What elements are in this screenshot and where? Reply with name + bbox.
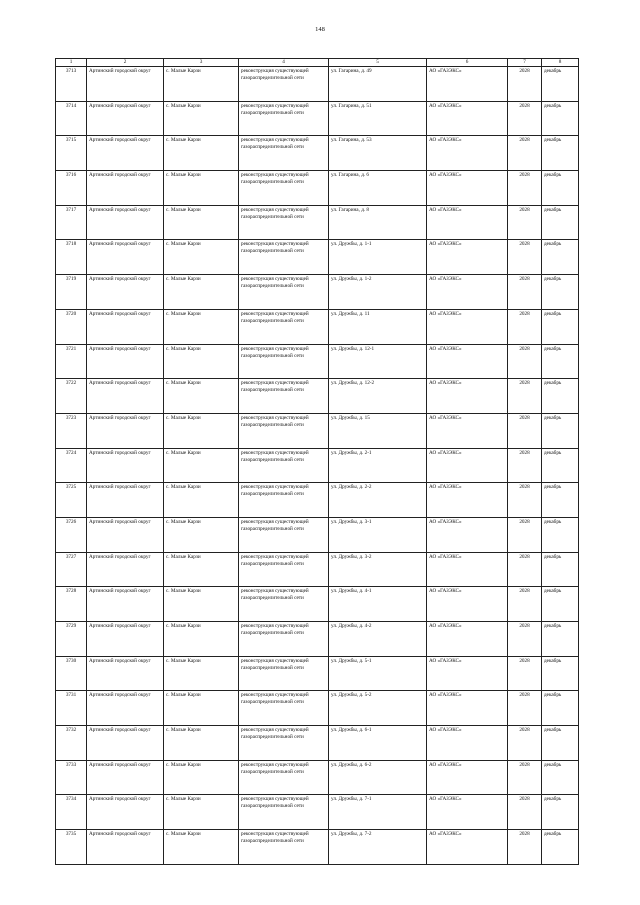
settlement-cell: с. Малые Карзи — [164, 448, 239, 483]
row-number: 3731 — [56, 691, 87, 726]
month-cell: декабрь — [542, 587, 579, 622]
month-cell: декабрь — [542, 656, 579, 691]
settlement-cell: с. Малые Карзи — [164, 552, 239, 587]
month-cell: декабрь — [542, 517, 579, 552]
col-header-8: 8 — [542, 59, 579, 67]
table-row — [56, 483, 579, 518]
table-row — [56, 309, 579, 344]
district-cell: Артинский городской округ — [87, 830, 164, 865]
table-row — [56, 136, 579, 171]
year-cell: 2028 — [508, 205, 542, 240]
district-cell: Артинский городской округ — [87, 656, 164, 691]
row-number: 3717 — [56, 205, 87, 240]
work-type-cell: реконструкция существующей газораспределительной сети — [239, 587, 329, 622]
work-type-cell: реконструкция существующей газораспределительной сети — [239, 101, 329, 136]
row-number: 3735 — [56, 830, 87, 865]
settlement-cell: с. Малые Карзи — [164, 344, 239, 379]
table-row — [56, 517, 579, 552]
col-header-6: 6 — [427, 59, 508, 67]
row-number: 3714 — [56, 101, 87, 136]
year-cell: 2028 — [508, 587, 542, 622]
work-type-cell: реконструкция существующей газораспределительной сети — [239, 483, 329, 518]
address-cell: ул. Дружбы, д. 6-1 — [329, 726, 427, 761]
year-cell: 2028 — [508, 622, 542, 657]
row-number: 3733 — [56, 760, 87, 795]
settlement-cell: с. Малые Карзи — [164, 240, 239, 275]
year-cell: 2028 — [508, 309, 542, 344]
work-type-cell: реконструкция существующей газораспределительной сети — [239, 656, 329, 691]
col-header-3: 3 — [164, 59, 239, 67]
district-cell: Артинский городской округ — [87, 483, 164, 518]
district-cell: Артинский городской округ — [87, 344, 164, 379]
work-type-cell: реконструкция существующей газораспределительной сети — [239, 760, 329, 795]
year-cell: 2028 — [508, 136, 542, 171]
district-cell: Артинский городской округ — [87, 760, 164, 795]
district-cell: Артинский городской округ — [87, 552, 164, 587]
district-cell: Артинский городской округ — [87, 309, 164, 344]
organization-cell: АО «ГАЗЭКС» — [427, 205, 508, 240]
settlement-cell: с. Малые Карзи — [164, 101, 239, 136]
table-row — [56, 587, 579, 622]
table-row — [56, 101, 579, 136]
row-number: 3722 — [56, 379, 87, 414]
month-cell: декабрь — [542, 344, 579, 379]
month-cell: декабрь — [542, 622, 579, 657]
address-cell: ул. Гагарина, д. 8 — [329, 205, 427, 240]
year-cell: 2028 — [508, 240, 542, 275]
month-cell: декабрь — [542, 67, 579, 102]
year-cell: 2028 — [508, 760, 542, 795]
settlement-cell: с. Малые Карзи — [164, 309, 239, 344]
settlement-cell: с. Малые Карзи — [164, 67, 239, 102]
work-type-cell: реконструкция существующей газораспределительной сети — [239, 448, 329, 483]
month-cell: декабрь — [542, 760, 579, 795]
table-row — [56, 205, 579, 240]
settlement-cell: с. Малые Карзи — [164, 483, 239, 518]
settlement-cell: с. Малые Карзи — [164, 622, 239, 657]
settlement-cell: с. Малые Карзи — [164, 691, 239, 726]
organization-cell: АО «ГАЗЭКС» — [427, 622, 508, 657]
organization-cell: АО «ГАЗЭКС» — [427, 483, 508, 518]
year-cell: 2028 — [508, 691, 542, 726]
organization-cell: АО «ГАЗЭКС» — [427, 67, 508, 102]
row-number: 3728 — [56, 587, 87, 622]
district-cell: Артинский городской округ — [87, 517, 164, 552]
organization-cell: АО «ГАЗЭКС» — [427, 309, 508, 344]
month-cell: декабрь — [542, 136, 579, 171]
row-number: 3727 — [56, 552, 87, 587]
col-header-5: 5 — [329, 59, 427, 67]
row-number: 3729 — [56, 622, 87, 657]
row-number: 3725 — [56, 483, 87, 518]
address-cell: ул. Гагарина, д. 49 — [329, 67, 427, 102]
organization-cell: АО «ГАЗЭКС» — [427, 413, 508, 448]
work-type-cell: реконструкция существующей газораспределительной сети — [239, 622, 329, 657]
settlement-cell: с. Малые Карзи — [164, 795, 239, 830]
row-number: 3716 — [56, 171, 87, 206]
month-cell: декабрь — [542, 171, 579, 206]
address-cell: ул. Дружбы, д. 1-1 — [329, 240, 427, 275]
address-cell: ул. Дружбы, д. 7-2 — [329, 830, 427, 865]
row-number: 3713 — [56, 67, 87, 102]
table-row — [56, 67, 579, 102]
settlement-cell: с. Малые Карзи — [164, 171, 239, 206]
address-cell: ул. Дружбы, д. 1-2 — [329, 275, 427, 310]
district-cell: Артинский городской округ — [87, 587, 164, 622]
row-number: 3724 — [56, 448, 87, 483]
row-number: 3721 — [56, 344, 87, 379]
table-row — [56, 760, 579, 795]
month-cell: декабрь — [542, 413, 579, 448]
address-cell: ул. Дружбы, д. 7-1 — [329, 795, 427, 830]
organization-cell: АО «ГАЗЭКС» — [427, 830, 508, 865]
table-row — [56, 275, 579, 310]
organization-cell: АО «ГАЗЭКС» — [427, 552, 508, 587]
organization-cell: АО «ГАЗЭКС» — [427, 726, 508, 761]
year-cell: 2028 — [508, 67, 542, 102]
organization-cell: АО «ГАЗЭКС» — [427, 379, 508, 414]
address-cell: ул. Дружбы, д. 5-2 — [329, 691, 427, 726]
settlement-cell: с. Малые Карзи — [164, 413, 239, 448]
year-cell: 2028 — [508, 379, 542, 414]
address-cell: ул. Дружбы, д. 15 — [329, 413, 427, 448]
address-cell: ул. Дружбы, д. 4-1 — [329, 587, 427, 622]
month-cell: декабрь — [542, 379, 579, 414]
schedule-table — [55, 58, 579, 865]
organization-cell: АО «ГАЗЭКС» — [427, 101, 508, 136]
month-cell: декабрь — [542, 795, 579, 830]
year-cell: 2028 — [508, 552, 542, 587]
district-cell: Артинский городской округ — [87, 205, 164, 240]
month-cell: декабрь — [542, 240, 579, 275]
district-cell: Артинский городской округ — [87, 171, 164, 206]
month-cell: декабрь — [542, 101, 579, 136]
table-row — [56, 448, 579, 483]
address-cell: ул. Дружбы, д. 4-2 — [329, 622, 427, 657]
year-cell: 2028 — [508, 171, 542, 206]
settlement-cell: с. Малые Карзи — [164, 760, 239, 795]
settlement-cell: с. Малые Карзи — [164, 379, 239, 414]
table-row — [56, 379, 579, 414]
organization-cell: АО «ГАЗЭКС» — [427, 240, 508, 275]
organization-cell: АО «ГАЗЭКС» — [427, 136, 508, 171]
row-number: 3732 — [56, 726, 87, 761]
settlement-cell: с. Малые Карзи — [164, 726, 239, 761]
row-number: 3723 — [56, 413, 87, 448]
address-cell: ул. Гагарина, д. 51 — [329, 101, 427, 136]
settlement-cell: с. Малые Карзи — [164, 275, 239, 310]
table-row — [56, 691, 579, 726]
district-cell: Артинский городской округ — [87, 136, 164, 171]
settlement-cell: с. Малые Карзи — [164, 587, 239, 622]
address-cell: ул. Гагарина, д. 53 — [329, 136, 427, 171]
work-type-cell: реконструкция существующей газораспределительной сети — [239, 344, 329, 379]
organization-cell: АО «ГАЗЭКС» — [427, 448, 508, 483]
month-cell: декабрь — [542, 552, 579, 587]
month-cell: декабрь — [542, 691, 579, 726]
settlement-cell: с. Малые Карзи — [164, 136, 239, 171]
year-cell: 2028 — [508, 344, 542, 379]
table-row — [56, 830, 579, 865]
work-type-cell: реконструкция существующей газораспределительной сети — [239, 413, 329, 448]
table-row — [56, 726, 579, 761]
year-cell: 2028 — [508, 483, 542, 518]
address-cell: ул. Дружбы, д. 6-2 — [329, 760, 427, 795]
work-type-cell: реконструкция существующей газораспределительной сети — [239, 240, 329, 275]
district-cell: Артинский городской округ — [87, 379, 164, 414]
settlement-cell: с. Малые Карзи — [164, 830, 239, 865]
row-number: 3720 — [56, 309, 87, 344]
district-cell: Артинский городской округ — [87, 275, 164, 310]
row-number: 3734 — [56, 795, 87, 830]
page-number: 148 — [315, 26, 325, 33]
col-header-2: 2 — [87, 59, 164, 67]
organization-cell: АО «ГАЗЭКС» — [427, 517, 508, 552]
settlement-cell: с. Малые Карзи — [164, 205, 239, 240]
col-header-7: 7 — [508, 59, 542, 67]
organization-cell: АО «ГАЗЭКС» — [427, 656, 508, 691]
work-type-cell: реконструкция существующей газораспределительной сети — [239, 171, 329, 206]
row-number: 3730 — [56, 656, 87, 691]
month-cell: декабрь — [542, 483, 579, 518]
year-cell: 2028 — [508, 830, 542, 865]
address-cell: ул. Дружбы, д. 3-2 — [329, 552, 427, 587]
address-cell: ул. Гагарина, д. 6 — [329, 171, 427, 206]
address-cell: ул. Дружбы, д. 2-1 — [329, 448, 427, 483]
address-cell: ул. Дружбы, д. 12-1 — [329, 344, 427, 379]
table-row — [56, 795, 579, 830]
settlement-cell: с. Малые Карзи — [164, 517, 239, 552]
organization-cell: АО «ГАЗЭКС» — [427, 171, 508, 206]
work-type-cell: реконструкция существующей газораспределительной сети — [239, 309, 329, 344]
district-cell: Артинский городской округ — [87, 67, 164, 102]
year-cell: 2028 — [508, 413, 542, 448]
month-cell: декабрь — [542, 726, 579, 761]
address-cell: ул. Дружбы, д. 5-1 — [329, 656, 427, 691]
address-cell: ул. Дружбы, д. 11 — [329, 309, 427, 344]
district-cell: Артинский городской округ — [87, 691, 164, 726]
month-cell: декабрь — [542, 275, 579, 310]
district-cell: Артинский городской округ — [87, 413, 164, 448]
organization-cell: АО «ГАЗЭКС» — [427, 587, 508, 622]
address-cell: ул. Дружбы, д. 3-1 — [329, 517, 427, 552]
work-type-cell: реконструкция существующей газораспределительной сети — [239, 795, 329, 830]
district-cell: Артинский городской округ — [87, 101, 164, 136]
table-row — [56, 622, 579, 657]
organization-cell: АО «ГАЗЭКС» — [427, 795, 508, 830]
table-row — [56, 552, 579, 587]
month-cell: декабрь — [542, 205, 579, 240]
row-number: 3718 — [56, 240, 87, 275]
year-cell: 2028 — [508, 101, 542, 136]
row-number: 3726 — [56, 517, 87, 552]
year-cell: 2028 — [508, 275, 542, 310]
district-cell: Артинский городской округ — [87, 622, 164, 657]
month-cell: декабрь — [542, 448, 579, 483]
row-number: 3715 — [56, 136, 87, 171]
organization-cell: АО «ГАЗЭКС» — [427, 344, 508, 379]
work-type-cell: реконструкция существующей газораспределительной сети — [239, 517, 329, 552]
year-cell: 2028 — [508, 726, 542, 761]
work-type-cell: реконструкция существующей газораспределительной сети — [239, 552, 329, 587]
district-cell: Артинский городской округ — [87, 795, 164, 830]
organization-cell: АО «ГАЗЭКС» — [427, 691, 508, 726]
table-row — [56, 240, 579, 275]
year-cell: 2028 — [508, 795, 542, 830]
year-cell: 2028 — [508, 656, 542, 691]
organization-cell: АО «ГАЗЭКС» — [427, 275, 508, 310]
work-type-cell: реконструкция существующей газораспределительной сети — [239, 830, 329, 865]
work-type-cell: реконструкция существующей газораспределительной сети — [239, 275, 329, 310]
table-row — [56, 344, 579, 379]
district-cell: Артинский городской округ — [87, 448, 164, 483]
district-cell: Артинский городской округ — [87, 240, 164, 275]
work-type-cell: реконструкция существующей газораспределительной сети — [239, 67, 329, 102]
row-number: 3719 — [56, 275, 87, 310]
header-row — [56, 59, 579, 67]
year-cell: 2028 — [508, 517, 542, 552]
col-header-1: 1 — [56, 59, 87, 67]
organization-cell: АО «ГАЗЭКС» — [427, 760, 508, 795]
settlement-cell: с. Малые Карзи — [164, 656, 239, 691]
work-type-cell: реконструкция существующей газораспределительной сети — [239, 691, 329, 726]
work-type-cell: реконструкция существующей газораспределительной сети — [239, 379, 329, 414]
month-cell: декабрь — [542, 830, 579, 865]
district-cell: Артинский городской округ — [87, 726, 164, 761]
table-row — [56, 413, 579, 448]
month-cell: декабрь — [542, 309, 579, 344]
work-type-cell: реконструкция существующей газораспределительной сети — [239, 205, 329, 240]
table-row — [56, 171, 579, 206]
address-cell: ул. Дружбы, д. 2-2 — [329, 483, 427, 518]
work-type-cell: реконструкция существующей газораспределительной сети — [239, 136, 329, 171]
address-cell: ул. Дружбы, д. 12-2 — [329, 379, 427, 414]
work-type-cell: реконструкция существующей газораспределительной сети — [239, 726, 329, 761]
year-cell: 2028 — [508, 448, 542, 483]
col-header-4: 4 — [239, 59, 329, 67]
table-row — [56, 656, 579, 691]
